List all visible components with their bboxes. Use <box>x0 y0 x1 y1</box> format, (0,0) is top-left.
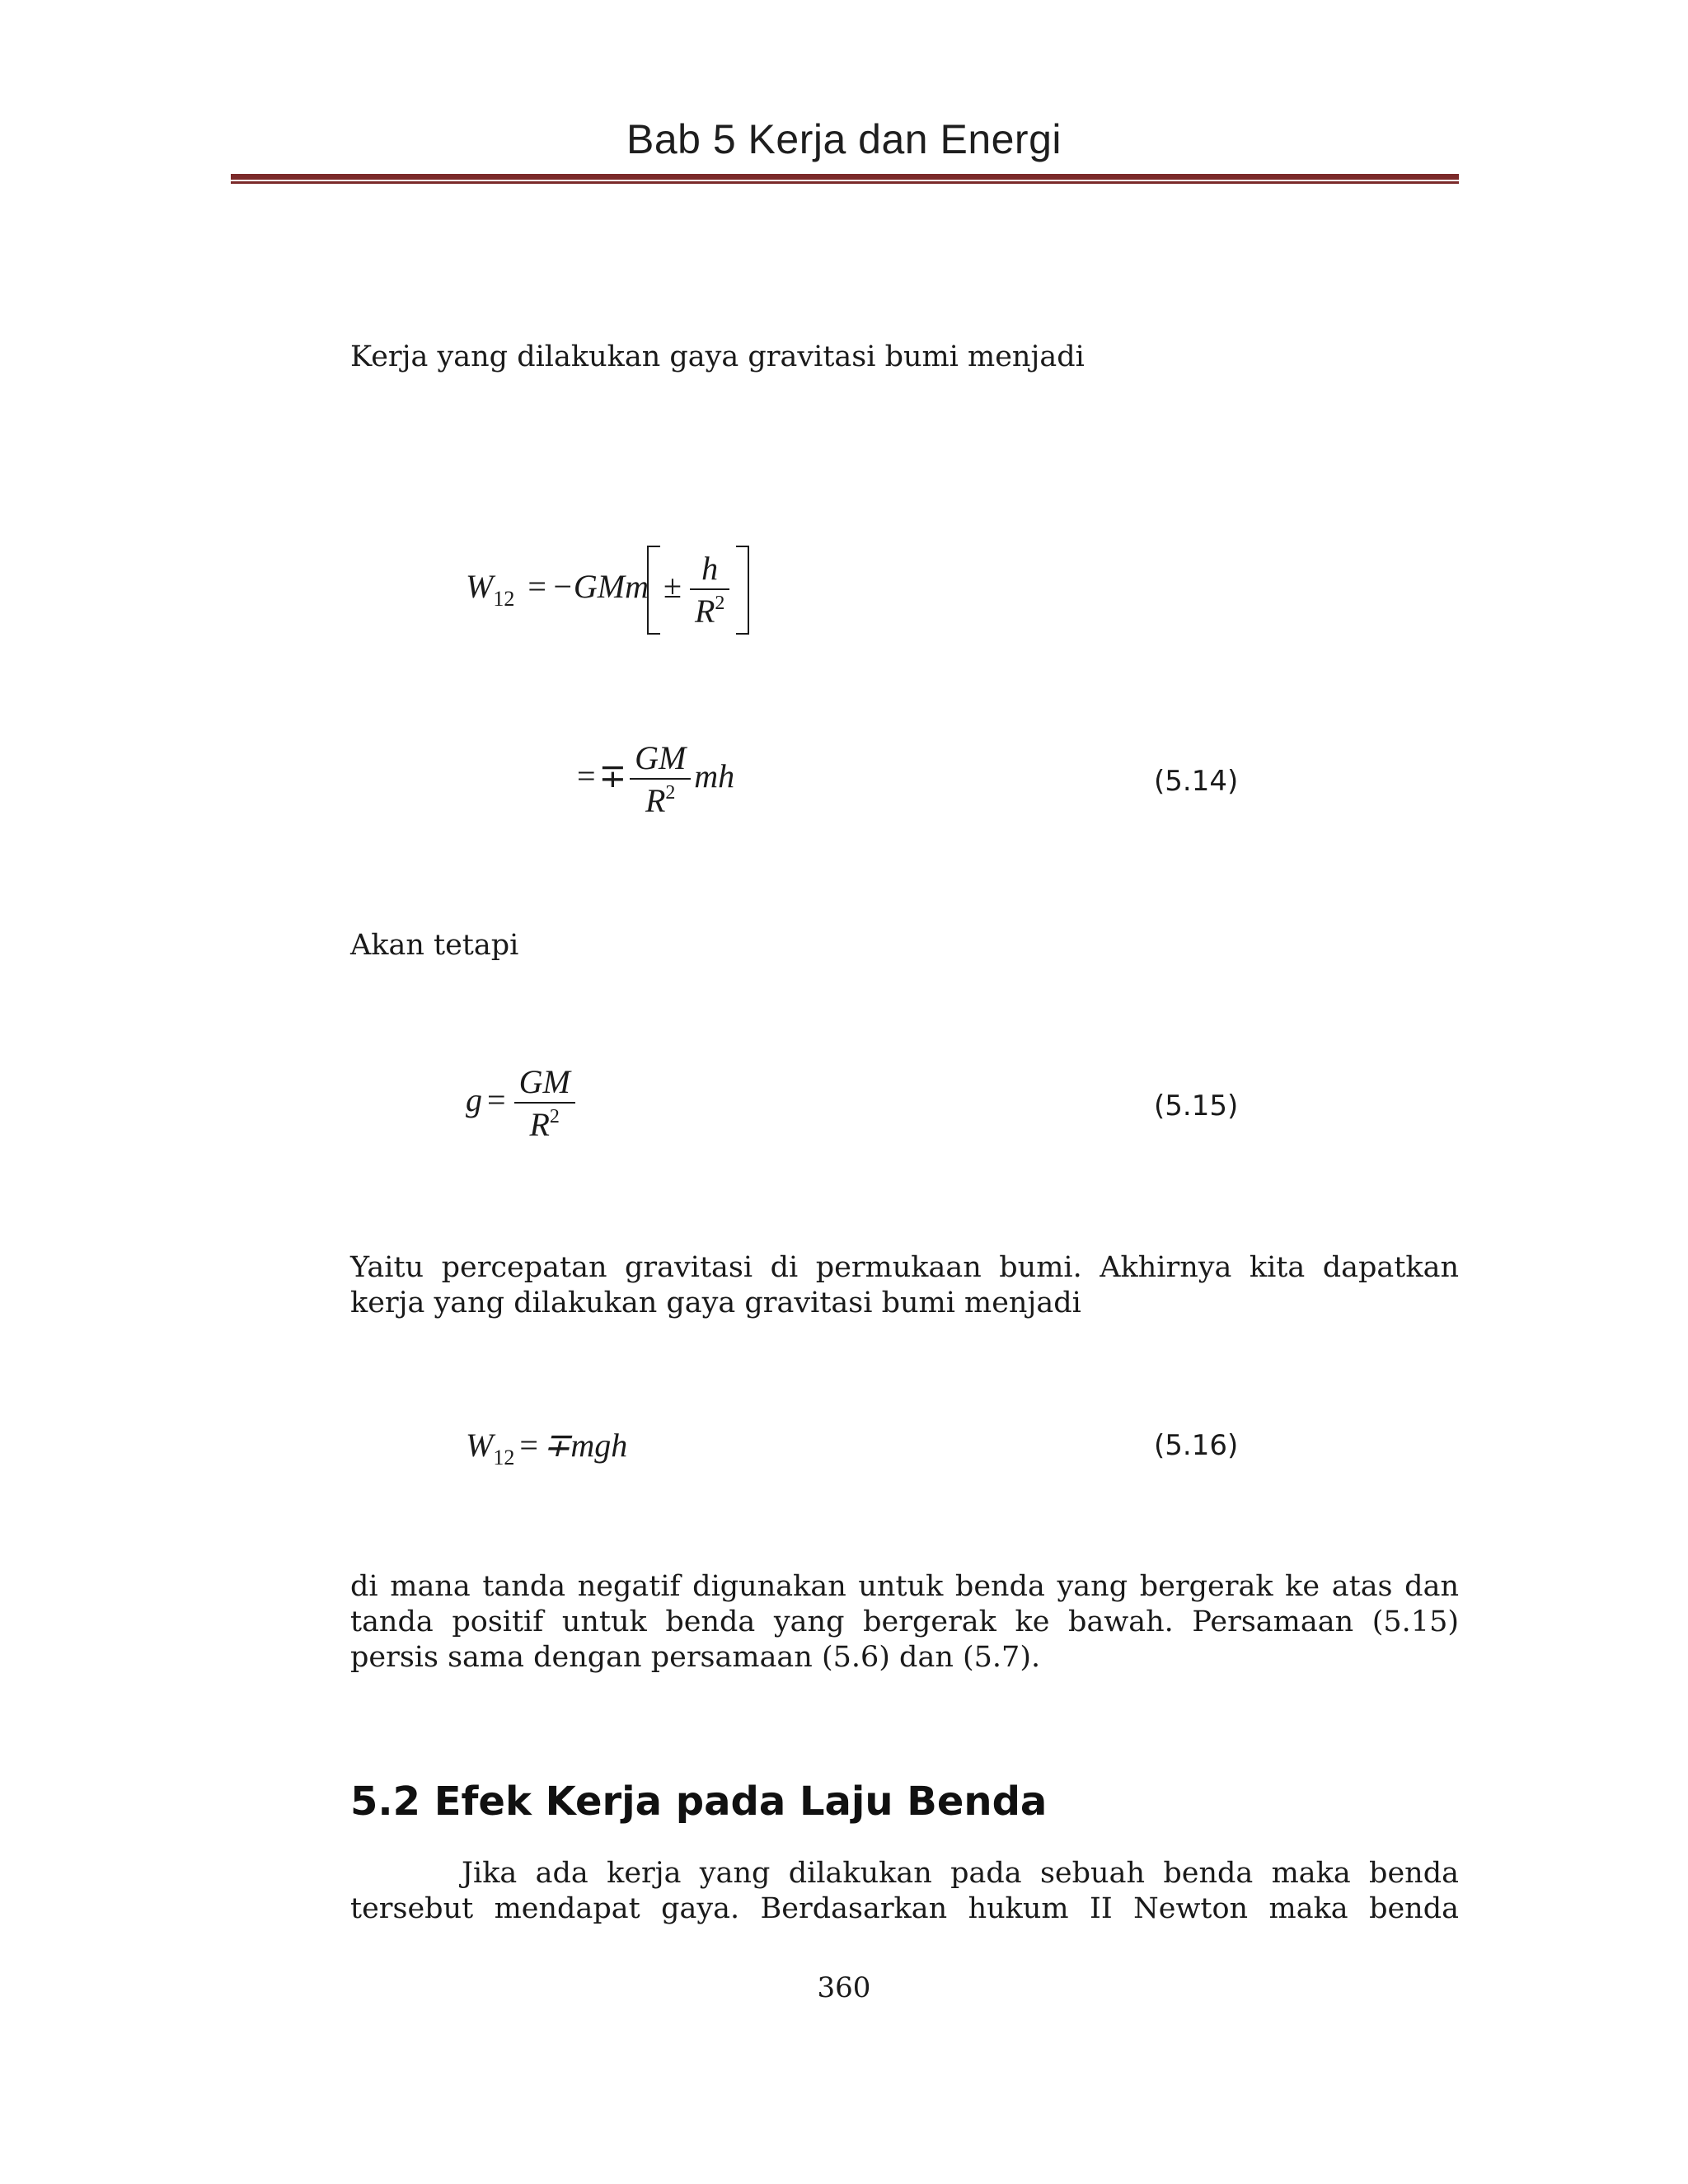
equation-5-15: g = $\frac{GM}{R^2}$ <box>466 1066 579 1141</box>
equation-label-5-16: (5.16) <box>1154 1429 1239 1462</box>
however-paragraph: Akan tetapi <box>350 929 519 962</box>
eq-a-middle: −GMm <box>551 568 649 606</box>
equation-label-5-15: (5.15) <box>1154 1090 1239 1122</box>
effect-paragraph: Jika ada kerja yang dilakukan pada sebuah benda maka benda tersebut mendapat gaya. Berdasarkan hukum II Newton maka benda <box>350 1857 1459 1925</box>
header-rule-thin <box>231 181 1459 184</box>
intro-line: Kerja yang dilakukan gaya gravitasi bumi menjadi <box>350 340 1085 373</box>
eq-a-bracket: ± $\frac{h}{R^2}$ <box>649 547 748 633</box>
sign-paragraph: di mana tanda negatif digunakan untuk benda yang bergerak ke atas dan tanda positif untuk benda yang bergerak ke bawah. Persamaan (5.15) persis sama dengan persamaan (5.6) dan (5.7). <box>350 1570 1459 1674</box>
eq-515-fraction: $\frac{GM}{R^2}$ <box>514 1066 575 1141</box>
eq-a-lhs: $W_{12}$ <box>466 568 515 612</box>
section-heading: 5.2 Efek Kerja pada Laju Benda <box>350 1779 1048 1825</box>
chapter-header-title: Bab 5 Kerja dan Energi <box>626 116 1062 162</box>
equation-work-bracket: $W_{12} = -GMm$ ± $\frac{h}{R^2}$ <box>466 547 748 633</box>
equation-5-14: = ∓ $\frac{GM}{R^2}$ mh <box>577 739 735 819</box>
equation-5-16: $W_{12} = \mp mgh$ <box>466 1427 628 1469</box>
page-number: 360 <box>817 1971 871 2004</box>
eq-514-fraction: $\frac{GM}{R^2}$ <box>630 742 691 818</box>
equation-label-5-14: (5.14) <box>1154 765 1239 798</box>
header-rule-thick <box>231 174 1459 180</box>
eq-a-fraction: $\frac{h}{R^2}$ <box>690 552 729 628</box>
intro-paragraph <box>350 340 1459 375</box>
gravity-paragraph: Yaitu percepatan gravitasi di permukaan bumi. Akhirnya kita dapatkan kerja yang dilakukan gaya gravitasi bumi menjadi <box>350 1251 1459 1319</box>
